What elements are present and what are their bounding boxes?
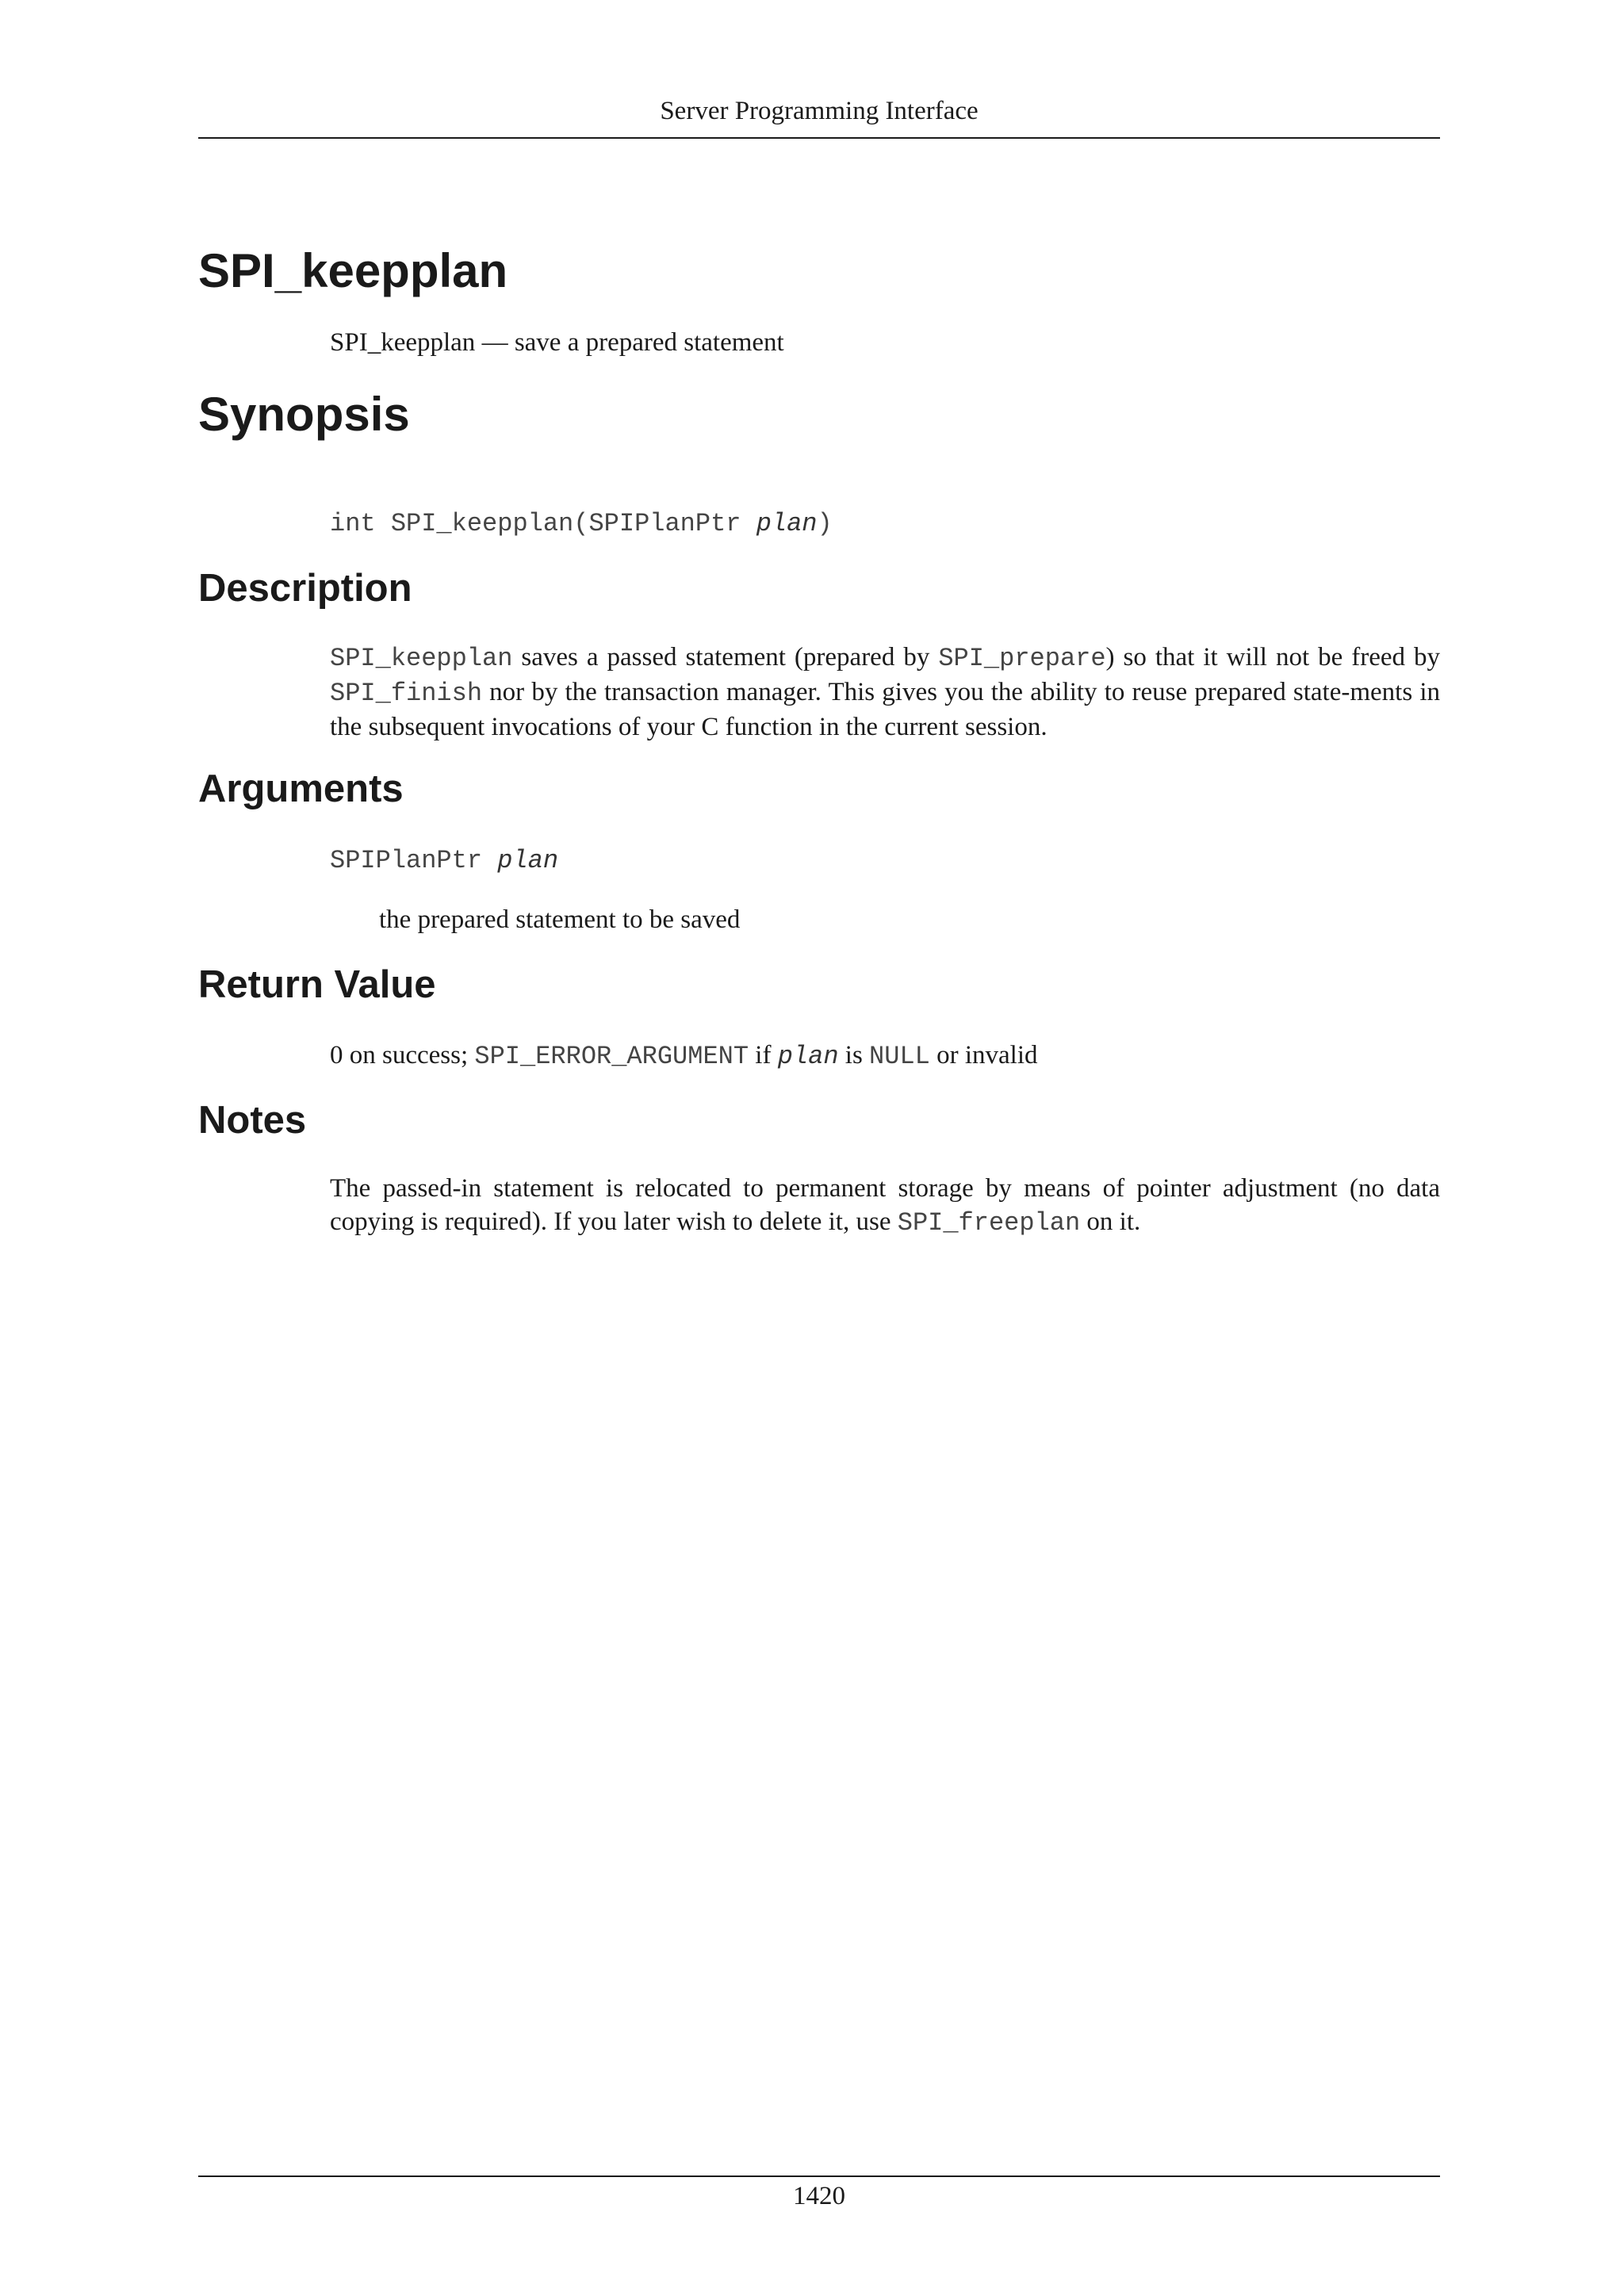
synopsis-code-prefix: int SPI_keepplan(SPIPlanPtr	[330, 509, 756, 538]
return-code-null: NULL	[869, 1042, 930, 1071]
notes-text-2: on it.	[1080, 1207, 1141, 1236]
argument-name: plan	[497, 846, 559, 875]
arguments-heading: Arguments	[198, 767, 404, 810]
description-text-2: ) so that it will not be freed by	[1105, 643, 1440, 672]
synopsis-code-suffix: )	[817, 509, 833, 538]
return-text-3: is	[838, 1041, 870, 1070]
notes-heading: Notes	[198, 1099, 307, 1142]
return-value-paragraph	[330, 1039, 1440, 1073]
refname: SPI_keepplan	[330, 328, 476, 357]
refname-line	[330, 326, 1440, 359]
refname-dash: —	[475, 328, 515, 357]
description-heading: Description	[198, 567, 412, 610]
notes-code-freeplan: SPI_freeplan	[897, 1208, 1081, 1238]
return-code-plan: plan	[777, 1042, 839, 1071]
notes-paragraph	[330, 1172, 1440, 1240]
return-text-1: 0 on success;	[330, 1041, 475, 1070]
description-text-3: nor by the transaction manager. This gives you the ability to reuse prepared state-ments in the subsequent invocations of your C function in the current session.	[330, 678, 1440, 741]
return-value-heading: Return Value	[198, 963, 436, 1006]
synopsis-heading: Synopsis	[198, 388, 410, 441]
return-text-4: or invalid	[929, 1041, 1038, 1070]
description-code-finish: SPI_finish	[330, 679, 483, 708]
page-number: 1420	[793, 2182, 845, 2210]
notes-text-1: The passed-in statement is relocated to permanent storage by means of pointer adjustment (no data copying is required). If you later wish to delete it, use	[330, 1174, 1440, 1236]
running-header: Server Programming Interface	[660, 97, 979, 125]
argument-term	[330, 843, 1440, 878]
description-paragraph	[330, 641, 1440, 744]
argument-type: SPIPlanPtr	[330, 846, 498, 875]
return-text-2: if	[749, 1041, 778, 1070]
refname-purpose: save a prepared statement	[514, 328, 784, 357]
page-title: SPI_keepplan	[198, 244, 508, 297]
synopsis-code	[330, 506, 1440, 541]
return-code-error: SPI_ERROR_ARGUMENT	[474, 1042, 749, 1071]
description-code-prepare: SPI_prepare	[938, 644, 1106, 673]
synopsis-code-param: plan	[756, 509, 818, 538]
header-rule	[198, 137, 1440, 139]
description-text-1: saves a passed statement (prepared by	[512, 643, 939, 672]
footer-rule	[198, 2175, 1440, 2177]
description-code-func: SPI_keepplan	[330, 644, 513, 673]
argument-description: the prepared statement to be saved	[379, 905, 741, 934]
